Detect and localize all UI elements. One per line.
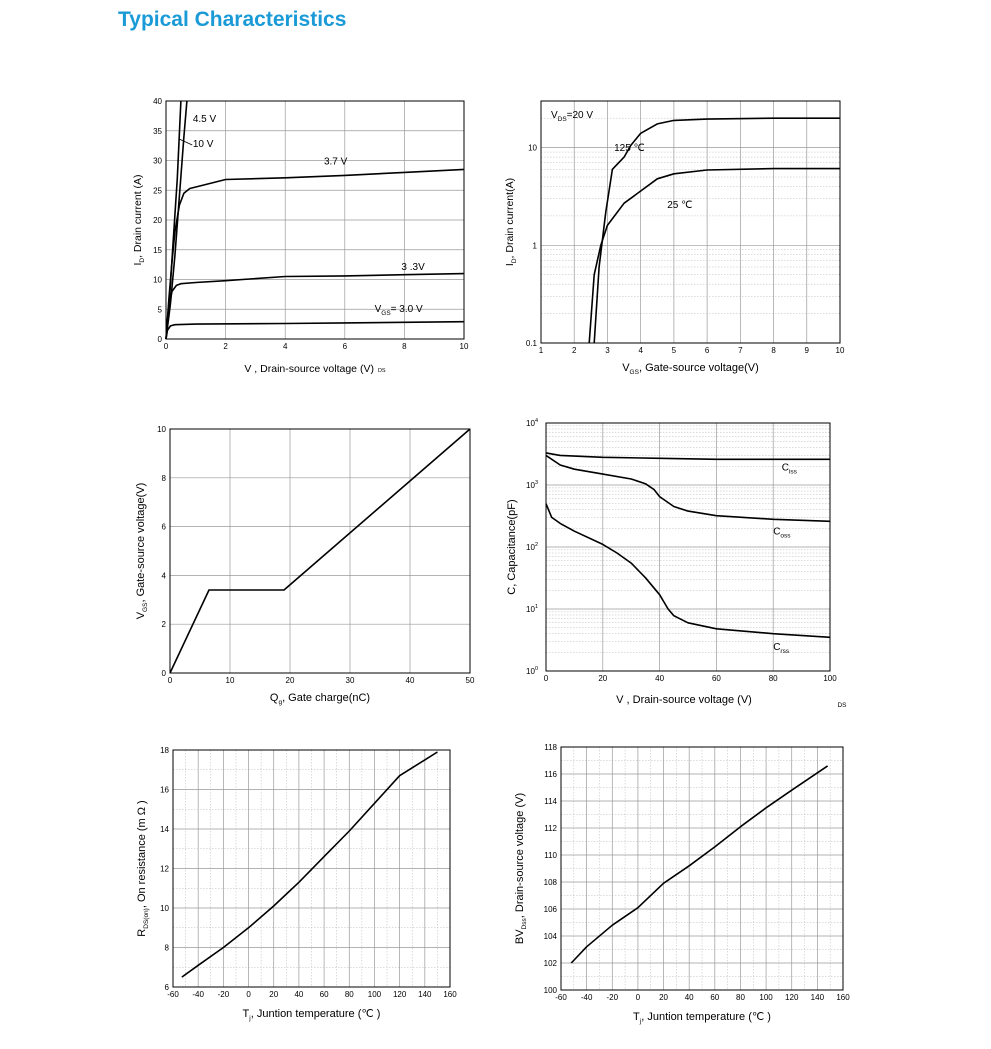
y-axis-title: $R_{DS(on)}$, On resistance (m Ω ) — [136, 800, 150, 937]
y-axis-title: $BV_{Dss}$, Drain-source voltage (V) — [514, 792, 528, 945]
series-line-ciss — [546, 453, 830, 459]
x-tick-label: 30 — [345, 676, 355, 685]
y-axis-title: C, Capacitance(pF) — [506, 499, 518, 595]
y-tick-label: 5 — [157, 305, 162, 315]
x-tick-label: -20 — [606, 993, 619, 1002]
y-tick-label: $10^0$ — [526, 666, 538, 676]
series-annotation: 3 .3V — [401, 261, 425, 273]
series-annotation: $C_{rss}$ — [773, 641, 790, 655]
x-tick-label: 80 — [768, 674, 778, 683]
x-tick-label: 40 — [294, 990, 304, 999]
chart-gate-charge — [135, 425, 475, 706]
x-tick-label: 4 — [638, 346, 643, 355]
series-line-rds-on- — [182, 752, 438, 977]
x-tick-label: 80 — [736, 993, 745, 1002]
x-axis-title: $T_j$, Juntion temperature (℃ ) — [242, 1008, 381, 1022]
y-tick-label: 10 — [160, 904, 169, 913]
chart-on-resistance — [136, 746, 457, 1022]
y-tick-label: 108 — [543, 878, 557, 887]
x-tick-label: 2 — [223, 342, 228, 351]
x-axis-title: V , Drain-source voltage (V) — [616, 694, 752, 706]
y-tick-label: 8 — [161, 473, 166, 483]
x-axis-title: $T_j$, Juntion temperature (℃ ) — [633, 1011, 771, 1025]
x-tick-label: 7 — [738, 346, 743, 355]
x-axis-title: V , Drain-source voltage (V) DS — [244, 363, 386, 375]
x-tick-label: 40 — [684, 993, 694, 1002]
y-tick-label: 0 — [157, 335, 162, 344]
y-tick-label: 6 — [161, 522, 166, 532]
series-line-vgs — [170, 429, 470, 673]
series-annotation: 10 V — [192, 138, 214, 150]
y-tick-label: $10^3$ — [526, 480, 538, 490]
series-line-25- — [589, 169, 840, 343]
x-tick-label: 10 — [225, 676, 235, 685]
y-tick-label: 25 — [153, 186, 162, 196]
y-tick-label: 15 — [153, 245, 162, 255]
x-tick-label: -40 — [580, 993, 593, 1002]
series-line-bvdss — [571, 766, 827, 963]
y-tick-label: 40 — [153, 97, 162, 106]
page-title: Typical Characteristics — [118, 8, 347, 31]
x-tick-label: 20 — [598, 674, 608, 683]
chart-transfer-characteristics — [504, 101, 845, 376]
y-tick-label: 2 — [161, 620, 166, 630]
y-tick-label: 35 — [153, 126, 162, 136]
x-tick-label: 4 — [282, 342, 288, 351]
y-tick-label: 0.1 — [525, 339, 537, 348]
chart-output-characteristics — [132, 97, 469, 375]
x-tick-label: 140 — [810, 993, 825, 1002]
y-tick-label: $10^4$ — [526, 418, 538, 428]
x-tick-label: 20 — [285, 676, 295, 685]
x-axis-title: $Q_g$, Gate charge(nC) — [269, 692, 371, 706]
series-annotation: $C_{iss}$ — [781, 462, 797, 476]
x-tick-label: 100 — [823, 674, 837, 683]
x-tick-label: 40 — [655, 674, 665, 683]
y-tick-label: 8 — [164, 943, 169, 953]
y-tick-label: 4 — [161, 571, 166, 581]
x-tick-label: 6 — [342, 342, 348, 351]
plot-frame — [170, 429, 470, 673]
y-tick-label: 20 — [153, 216, 162, 225]
y-tick-label: 1 — [532, 241, 537, 251]
x-tick-label: 10 — [835, 346, 845, 355]
series-annotation: $V_{DS}=20$ V — [550, 110, 594, 124]
x-tick-label: 40 — [405, 676, 415, 685]
series-line-crss — [546, 504, 830, 638]
x-tick-label: 60 — [711, 674, 721, 683]
x-tick-label: 0 — [167, 676, 173, 685]
x-tick-label: 140 — [418, 990, 432, 999]
y-tick-label: 110 — [544, 851, 557, 860]
y-tick-label: 118 — [544, 743, 557, 752]
x-tick-label: 0 — [246, 990, 251, 999]
x-tick-label: 120 — [785, 993, 799, 1002]
x-tick-label: 1 — [538, 346, 544, 355]
chart-breakdown-voltage — [514, 743, 850, 1025]
y-tick-label: 14 — [160, 825, 169, 834]
x-tick-label: 20 — [659, 993, 668, 1002]
series-annotation: 4.5 V — [192, 113, 217, 125]
x-tick-label: 9 — [804, 346, 810, 355]
series-annotation: 3.7 V — [323, 156, 348, 168]
plot-frame — [541, 101, 840, 343]
x-tick-label: 10 — [459, 342, 469, 351]
x-tick-label: 0 — [635, 993, 641, 1002]
x-tick-label: 50 — [465, 676, 475, 685]
y-tick-label: 0 — [161, 669, 166, 678]
series-line-3-0-v — [166, 322, 464, 339]
y-tick-label: 10 — [153, 275, 162, 285]
x-tick-label: 8 — [771, 346, 776, 355]
x-tick-label: 100 — [759, 993, 773, 1002]
x-axis-title-subscript: DS — [837, 702, 847, 709]
x-tick-label: 0 — [543, 674, 549, 683]
y-tick-label: 104 — [543, 932, 557, 941]
y-tick-label: 10 — [157, 425, 166, 434]
y-tick-label: 102 — [543, 959, 557, 968]
y-tick-label: 116 — [544, 770, 557, 779]
y-tick-label: 16 — [160, 785, 169, 795]
major-grid — [541, 101, 840, 343]
y-tick-label: 112 — [544, 824, 557, 833]
y-tick-label: 10 — [528, 143, 537, 153]
x-tick-label: -60 — [167, 990, 179, 999]
major-grid — [170, 429, 470, 673]
x-tick-label: 3 — [605, 346, 610, 355]
x-tick-label: 8 — [402, 342, 407, 351]
x-tick-label: 160 — [443, 990, 457, 999]
y-axis-title: $V_{GS}$, Gate-source voltage(V) — [135, 482, 149, 620]
series-annotation: 25 ℃ — [667, 200, 693, 212]
y-tick-label: $10^1$ — [526, 604, 538, 614]
y-axis-title: $I_D$, Drain current(A) — [504, 177, 518, 267]
x-tick-label: 20 — [269, 990, 279, 999]
label-leader — [179, 139, 192, 145]
x-tick-label: -20 — [217, 990, 230, 999]
y-tick-label: 100 — [543, 986, 557, 995]
x-axis-title: $V_{GS}$, Gate-source voltage(V) — [622, 362, 759, 376]
chart-capacitance — [506, 418, 847, 709]
x-tick-label: 60 — [710, 993, 720, 1002]
x-tick-label: 120 — [392, 990, 407, 999]
x-tick-label: 160 — [836, 993, 850, 1002]
x-tick-label: -60 — [555, 993, 567, 1002]
x-tick-label: 2 — [571, 346, 577, 355]
y-tick-label: $10^2$ — [526, 542, 538, 552]
x-tick-label: -40 — [192, 990, 204, 999]
y-tick-label: 30 — [153, 156, 162, 166]
x-tick-label: 5 — [671, 346, 677, 355]
y-tick-label: 106 — [543, 905, 557, 914]
x-tick-label: 80 — [344, 990, 354, 999]
y-axis-title: $I_D$, Drain current (A) — [132, 174, 146, 266]
series-annotation: $C_{oss}$ — [773, 526, 791, 540]
series-annotation: $V_{GS}= 3.0$ V — [374, 304, 423, 318]
x-tick-label: 100 — [367, 990, 382, 999]
series-annotation: 125 ℃ — [614, 143, 645, 155]
y-tick-label: 114 — [544, 797, 557, 806]
x-tick-label: 0 — [163, 342, 169, 351]
y-tick-label: 12 — [160, 864, 169, 874]
x-tick-label: 6 — [704, 346, 710, 355]
y-tick-label: 6 — [164, 983, 169, 992]
x-tick-label: 60 — [319, 990, 329, 999]
y-tick-label: 18 — [160, 746, 169, 755]
